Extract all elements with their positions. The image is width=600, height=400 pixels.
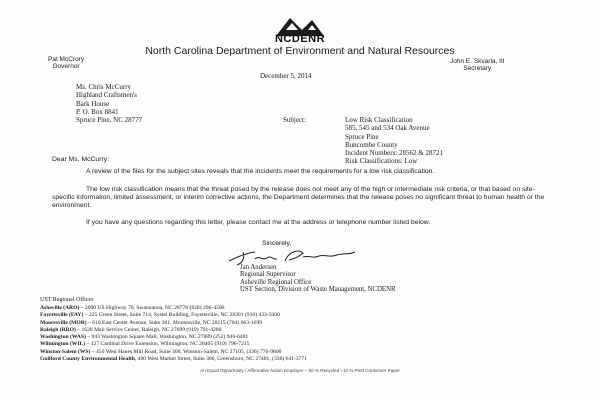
- office-detail: , 400 West Market Street, Suite 300, Greensboro, NC 27401, (336) 641-3771: [134, 356, 308, 363]
- address-line: Highland Craftsmen's: [76, 91, 137, 100]
- subject-line: Low Risk Classification: [345, 116, 413, 124]
- office-item: [40, 312, 580, 319]
- office-detail: – 127 Cardinal Drive Extension, Wilmington, NC 28405 (910) 796-7215: [85, 341, 250, 348]
- office-detail: – 610 East Center Avenue, Suite 301, Mooresville, NC 28115 (704) 663-1699: [86, 319, 263, 326]
- signer-block: [240, 264, 396, 294]
- offices-list: [40, 305, 580, 363]
- office-name: Washington (WAS): [40, 334, 86, 341]
- office-detail: – 1628 Mail Service Center, Raleigh, NC 27699 (919) 791-4200: [75, 326, 222, 333]
- address-line: Bark House: [76, 99, 110, 108]
- subject-line: 585, 545 and 534 Oak Avenue: [345, 124, 430, 133]
- footer-note: An Equal Opportunity / Affirmative Action Employer – 50 % Recycled \ 10 % Post Consumer Paper: [200, 368, 400, 373]
- governor-block: [48, 56, 84, 70]
- office-detail: – 2090 US Highway 70, Swannanoa, NC 28778 (828) 296-4500: [79, 305, 225, 311]
- office-name: Winston-Salem (WS): [40, 348, 91, 355]
- office-detail: – 225 Green Street, Suite 714, Systel Building, Fayetteville, NC 28301 (910) 433-3300: [83, 312, 280, 319]
- body-paragraph: [52, 219, 557, 227]
- secretary-title: Secretary: [463, 65, 492, 72]
- subject-block: [345, 116, 443, 166]
- department-name: North Carolina Department of Environment and Natural Resources: [145, 45, 455, 57]
- subject-line: Spruce Pine: [345, 132, 379, 141]
- closing: Sincerely,: [262, 240, 292, 247]
- logo-wordmark: NCDENR: [274, 33, 326, 45]
- signer-division: UST Section, Division of Waste Management, NCDENR: [240, 286, 396, 294]
- subject-line: Risk Classifications: Low: [345, 157, 418, 166]
- address-line: Ms. Chris McCurry: [76, 83, 132, 91]
- body-paragraph: [52, 186, 557, 211]
- office-detail: – 943 Washington Square Mall, Washington, NC 27889 (252) 946-6481: [85, 334, 249, 341]
- office-name: Wilmington (WIL): [40, 341, 86, 348]
- subject-label: Subject:: [283, 116, 306, 124]
- office-name: Asheville (ARO): [40, 305, 80, 311]
- paragraph-text: If you have any questions regarding this letter, please contact me at the address or telephone number listed below.: [86, 219, 431, 226]
- office-item: [40, 356, 580, 363]
- signer-title: Regional Supervisor: [240, 271, 296, 279]
- office-name: Raleigh (RRO): [40, 326, 76, 333]
- signer-name: Jan Andersen: [240, 264, 277, 271]
- subject-line: Buncombe County: [345, 140, 398, 149]
- office-item: [40, 349, 580, 356]
- secretary-name: John E. Skvarla, III: [450, 58, 505, 65]
- office-name: Guilford County Environmental Health: [40, 356, 135, 363]
- address-line: Spruce Pine, NC 28777: [76, 116, 143, 125]
- governor-name: Pat McCrory: [48, 56, 85, 63]
- paragraph-text: The low risk classification means that the threat posed by the release does not meet any of the high or intermediate risk criteria, or that based on site-specific information, limited assessment, or interim corrective actions, the Department determines that the release poses no significant threat to human health or the environment.: [52, 186, 545, 210]
- address-line: P. O. Box 8841: [76, 107, 119, 116]
- paragraph-text: A review of the files for the subject sites reveals that the incidents meet the requirements for a low risk classification.: [86, 168, 435, 175]
- office-item: [40, 320, 580, 327]
- office-name: Mooresville (MOR): [40, 319, 87, 326]
- subject-line: Incident Numbers: 28562 & 28721: [345, 149, 443, 158]
- governor-title: Governor: [52, 63, 80, 70]
- salutation: Dear Ms. McCurry:: [52, 156, 110, 163]
- office-name: Fayetteville (FAY): [40, 312, 84, 319]
- body-paragraph: [52, 168, 557, 176]
- recipient-address: [76, 83, 142, 124]
- secretary-block: [450, 58, 505, 72]
- letter-date: December 5, 2014: [260, 72, 312, 80]
- office-item: [40, 341, 580, 348]
- signer-office: Asheville Regional Office: [240, 278, 312, 286]
- office-detail: – 450 West Hanes Mill Road, Suite 300, Winston-Salem, NC 27105, (336) 776-9800: [90, 348, 282, 355]
- offices-title: UST Regional Offices: [40, 297, 94, 303]
